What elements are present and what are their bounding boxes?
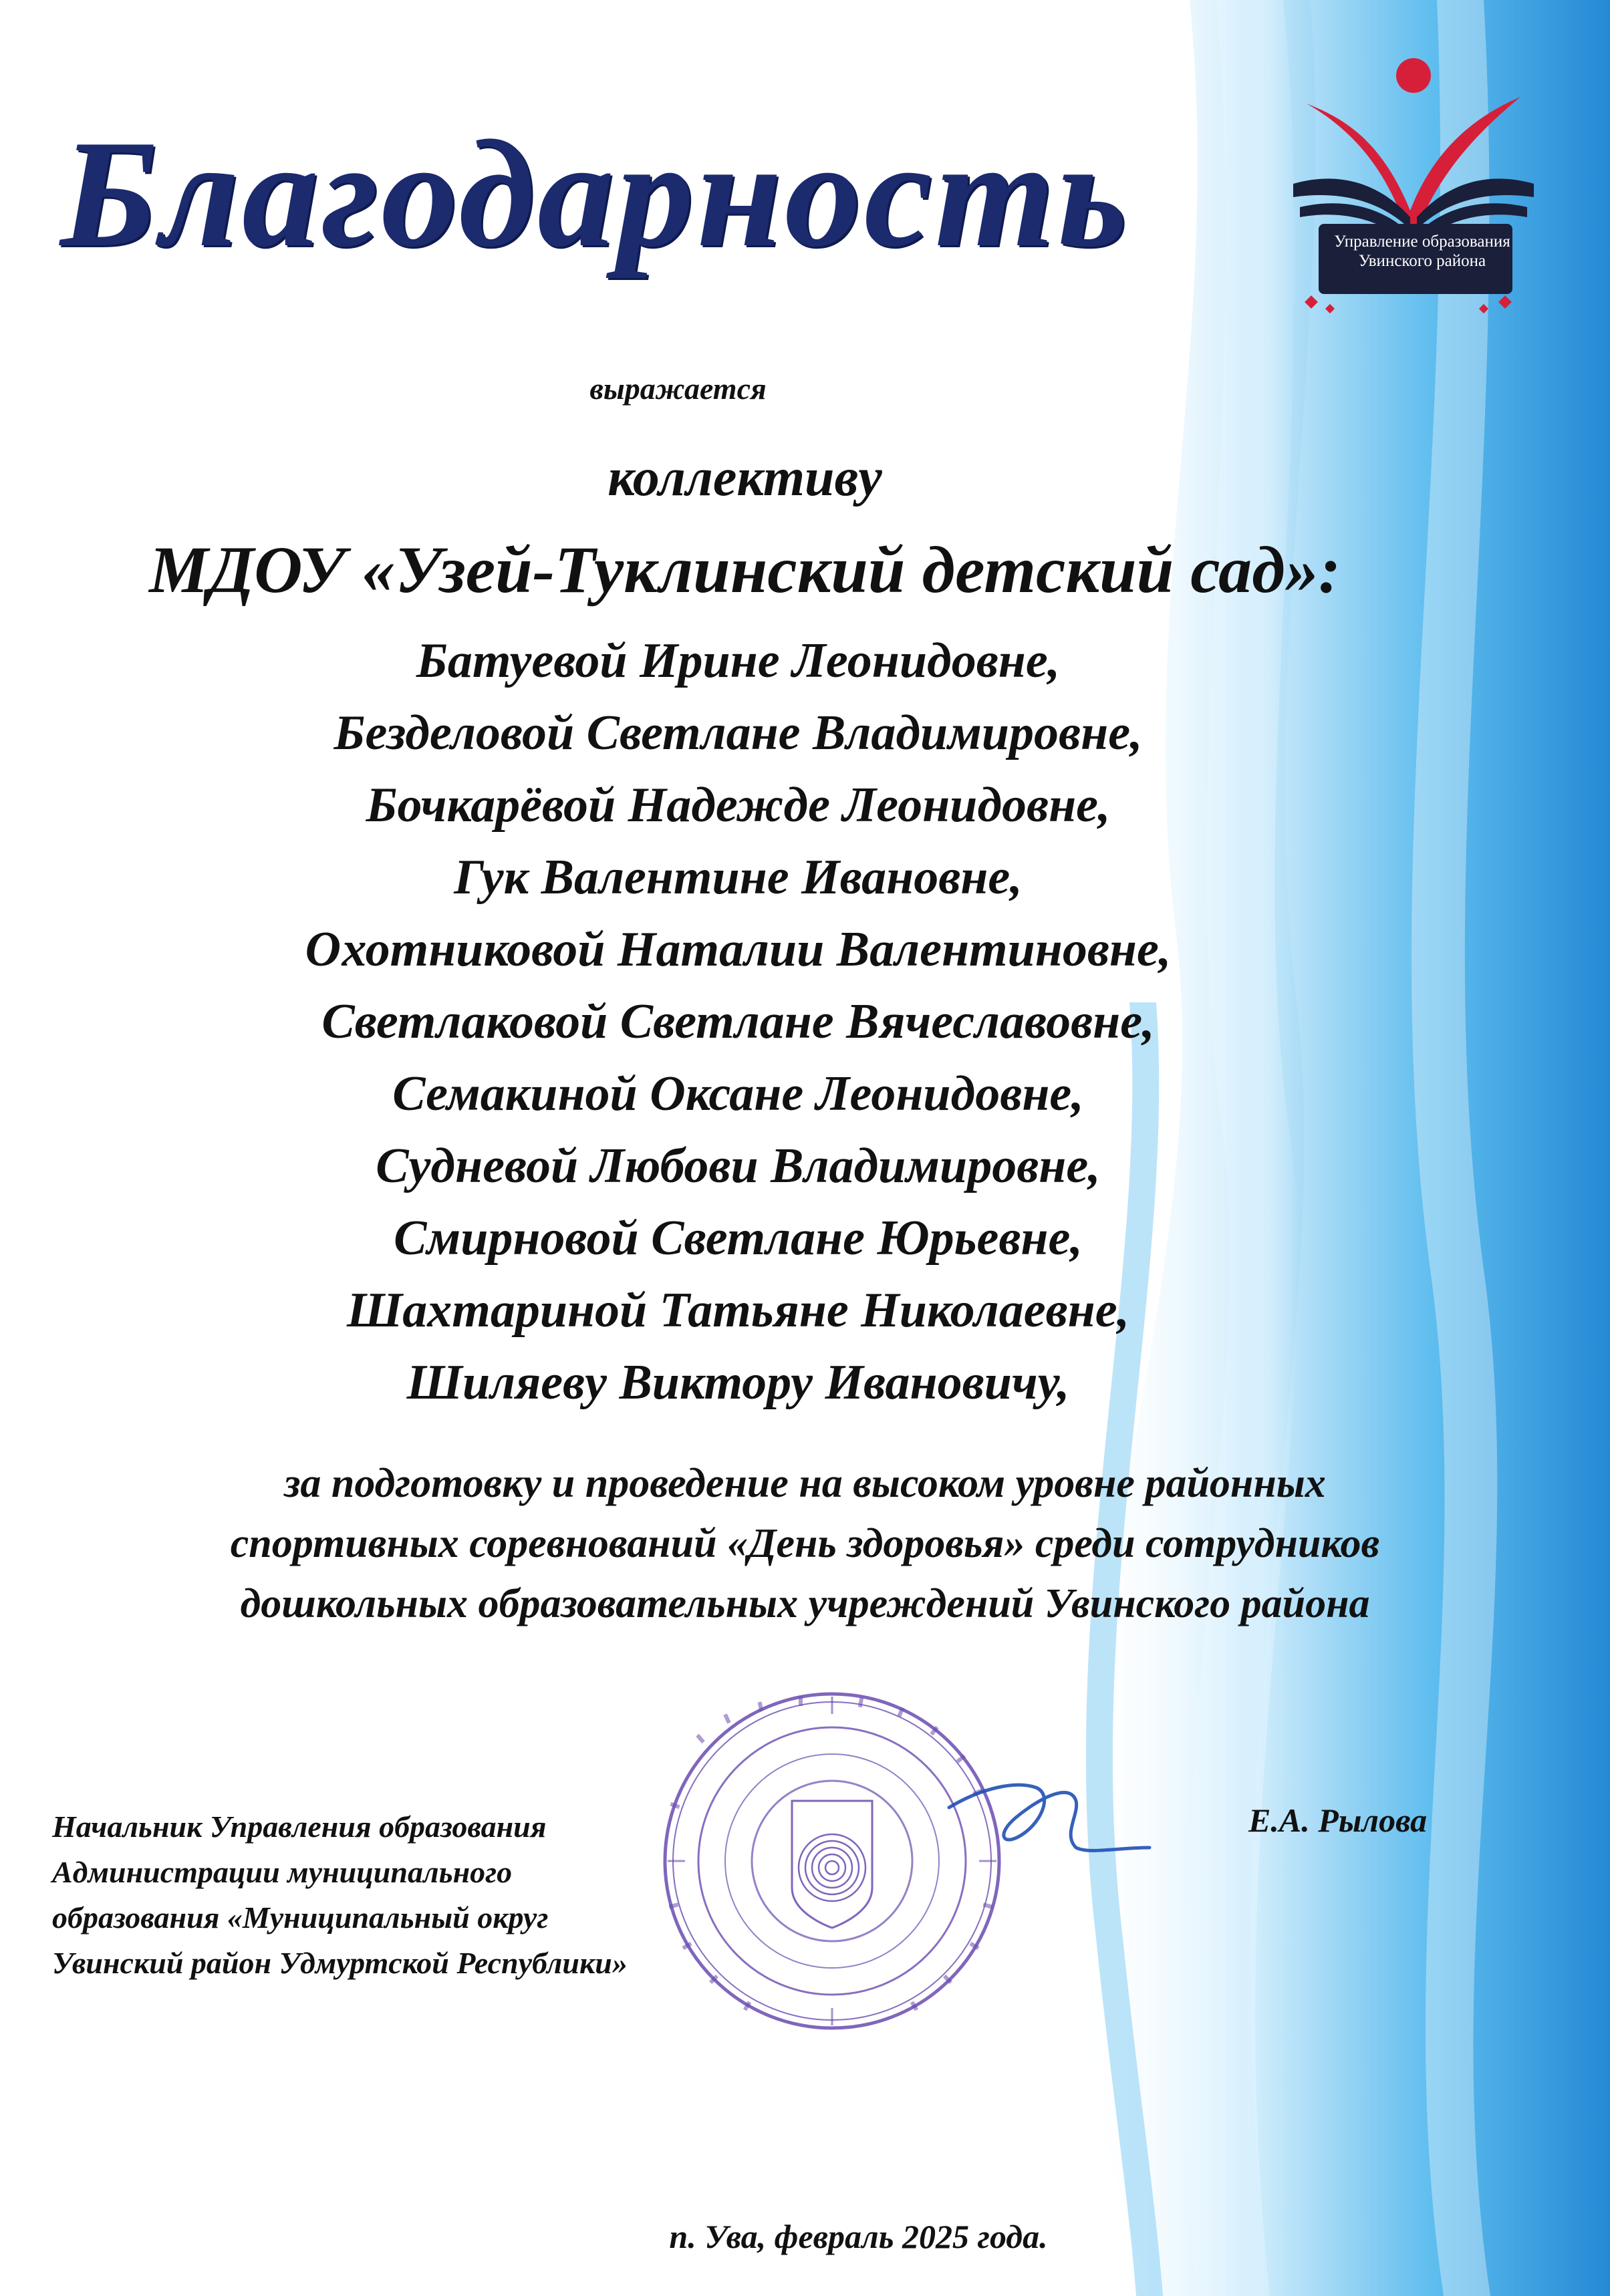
recipient-name: Шахтариной Татьяне Николаевне, — [346, 1283, 1130, 1338]
collective-text: коллективу — [608, 448, 882, 507]
logo-caption-line2: Увинского района — [1358, 252, 1486, 270]
organization-name: МДОУ «Узей-Туклинский детский сад»: — [148, 533, 1341, 607]
reason-line: дошкольных образовательных учреждений Увинского района — [240, 1581, 1370, 1626]
recipient-name: Судневой Любови Владимировне, — [376, 1139, 1101, 1193]
logo-caption — [1322, 232, 1522, 271]
signatory-position-line: Начальник Управления образования — [52, 1810, 547, 1844]
certificate-title: Благодарность — [60, 108, 1130, 279]
signatory-name: Е.А. Рылова — [1248, 1802, 1428, 1839]
expressed-text: выражается — [589, 372, 767, 406]
education-department-logo-icon — [1280, 57, 1547, 324]
recipient-name: Смирновой Светлане Юрьевне, — [394, 1211, 1083, 1266]
signatory-position-line: образования «Муниципальный округ — [52, 1900, 549, 1934]
reason-line: за подготовку и проведение на высоком уровне районных — [284, 1461, 1326, 1506]
signatory-position-line: Администрации муниципального — [52, 1855, 513, 1889]
recipient-name: Охотниковой Наталии Валентиновне, — [305, 922, 1172, 977]
recipient-name: Бочкарёвой Надежде Леонидовне, — [366, 778, 1111, 833]
recipient-name: Гук Валентине Ивановне, — [454, 850, 1023, 905]
place-and-date: п. Ува, февраль 2025 года. — [669, 2218, 1048, 2255]
handwritten-signature-icon — [942, 1761, 1156, 1881]
reason-text — [0, 1453, 1610, 1634]
recipient-name: Семакиной Оксане Леонидовне, — [392, 1066, 1084, 1121]
logo-caption-line1: Управление образования — [1334, 233, 1510, 251]
signatory-position-line: Увинский район Удмуртской Республики» — [52, 1946, 628, 1980]
recipient-name: Батуевой Ирине Леонидовне, — [416, 633, 1061, 688]
recipient-name: Шиляеву Виктору Ивановичу, — [406, 1355, 1070, 1410]
recipient-names-list — [0, 625, 1543, 1419]
recipient-name: Безделовой Светлане Владимировне, — [333, 706, 1143, 760]
recipient-name: Светлаковой Светлане Вячеславовне, — [321, 994, 1155, 1049]
reason-line: спортивных соревнований «День здоровья» среди сотрудников — [230, 1521, 1380, 1566]
signatory-position — [52, 1804, 921, 1986]
